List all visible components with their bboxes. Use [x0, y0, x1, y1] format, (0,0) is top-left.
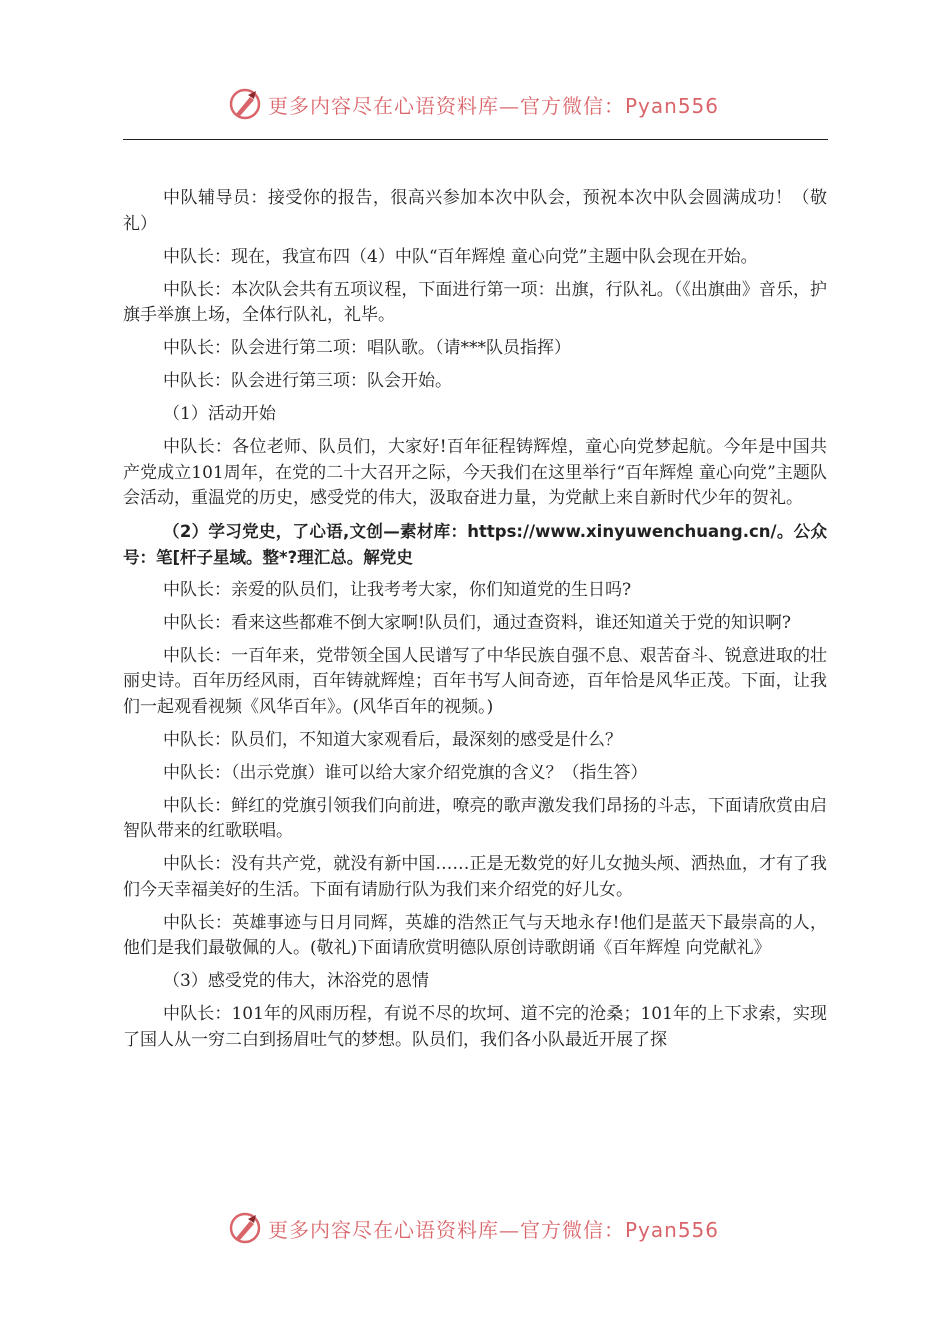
header-divider: [123, 139, 828, 140]
paragraph: 中队长：亲爱的队员们，让我考考大家，你们知道党的生日吗?: [163, 579, 632, 600]
footer-wechat-id: Pyan556: [625, 1217, 720, 1242]
paragraph: 中队长：（出示党旗）谁可以给大家介绍党旗的含义？（指生答）: [163, 762, 648, 783]
paragraph: 中队长：鲜红的党旗引领我们向前进，嘹亮的歌声激发我们昂扬的斗志，下面请欣赏由启智队带来的红歌联唱。: [123, 795, 827, 841]
paragraph: 中队辅导员：接受你的报告，很高兴参加本次中队会，预祝本次中队会圆满成功！（敬礼）: [123, 188, 827, 234]
paragraph: 中队长：队会进行第三项：队会开始。: [163, 371, 452, 391]
paragraph: 中队长：英雄事迹与日月同辉，英雄的浩然正气与天地永存!他们是蓝天下最崇高的人，他们是我们最敬佩的人。(敬礼)下面请欣赏明德队原创诗歌朗诵《百年辉煌 向党献礼》: [123, 912, 827, 958]
paragraph: 中队长：现在，我宣布四（4）中队“百年辉煌 童心向党”主题中队会现在开始。: [163, 246, 758, 267]
paragraph: 中队长：101年的风雨历程，有说不尽的坎坷、道不完的沧桑；101年的上下求索，实现了国人从一穷二白到扬眉吐气的梦想。队员们，我们各小队最近开展了探: [123, 1004, 827, 1050]
section-heading: （1）活动开始: [163, 404, 276, 424]
document-body: [123, 186, 827, 1061]
section-heading-with-link: （2）学习党史，了心语,文创—素材库：https://www.xinyuwenchuang.cn/。公众号：笔[杆子星域。整*?理汇总。解党史: [123, 522, 827, 567]
paragraph: 中队长：各位老师、队员们，大家好!百年征程铸辉煌，童心向党梦起航。今年是中国共产党成立101周年，在党的二十大召开之际，今天我们在这里举行“百年辉煌 童心向党”主题队会活动，重温党的历史，感受党的伟大，汲取奋进力量，为党献上来自新时代少年的贺礼。: [123, 437, 827, 508]
header-banner: [228, 84, 748, 124]
pen-logo-icon: [228, 87, 262, 121]
header-brand-label: 更多内容尽在心语资料库—官方微信：: [268, 93, 625, 118]
header-wechat-id: Pyan556: [625, 93, 720, 118]
paragraph: 中队长：没有共产党，就没有新中国……正是无数党的好儿女抛头颅、洒热血，才有了我们今天幸福美好的生活。下面有请励行队为我们来介绍党的好儿女。: [123, 854, 827, 900]
footer-brand-text: [268, 1214, 719, 1243]
section-heading: （3）感受党的伟大，沐浴党的恩情: [163, 971, 429, 991]
paragraph: 中队长：队员们，不知道大家观看后，最深刻的感受是什么？: [163, 729, 622, 750]
footer-banner: [228, 1208, 748, 1248]
footer-brand-label: 更多内容尽在心语资料库—官方微信：: [268, 1217, 625, 1242]
paragraph: 中队长：本次队会共有五项议程，下面进行第一项：出旗，行队礼。（《出旗曲》音乐，护旗手举旗上场，全体行队礼，礼毕。: [123, 279, 827, 325]
paragraph: 中队长：队会进行第二项：唱队歌。（请***队员指挥）: [163, 338, 571, 358]
paragraph: 中队长：看来这些都难不倒大家啊!队员们，通过查资料，谁还知道关于党的知识啊?: [163, 612, 791, 633]
paragraph: 中队长：一百年来，党带领全国人民谱写了中华民族自强不息、艰苦奋斗、锐意进取的壮丽史诗。百年历经风雨，百年铸就辉煌；百年书写人间奇迹，百年恰是风华正茂。下面，让我们一起观看视频《风华百年》。(风华百年的视频。): [123, 645, 827, 717]
pen-logo-icon: [228, 1211, 262, 1245]
header-brand-text: [268, 90, 719, 119]
